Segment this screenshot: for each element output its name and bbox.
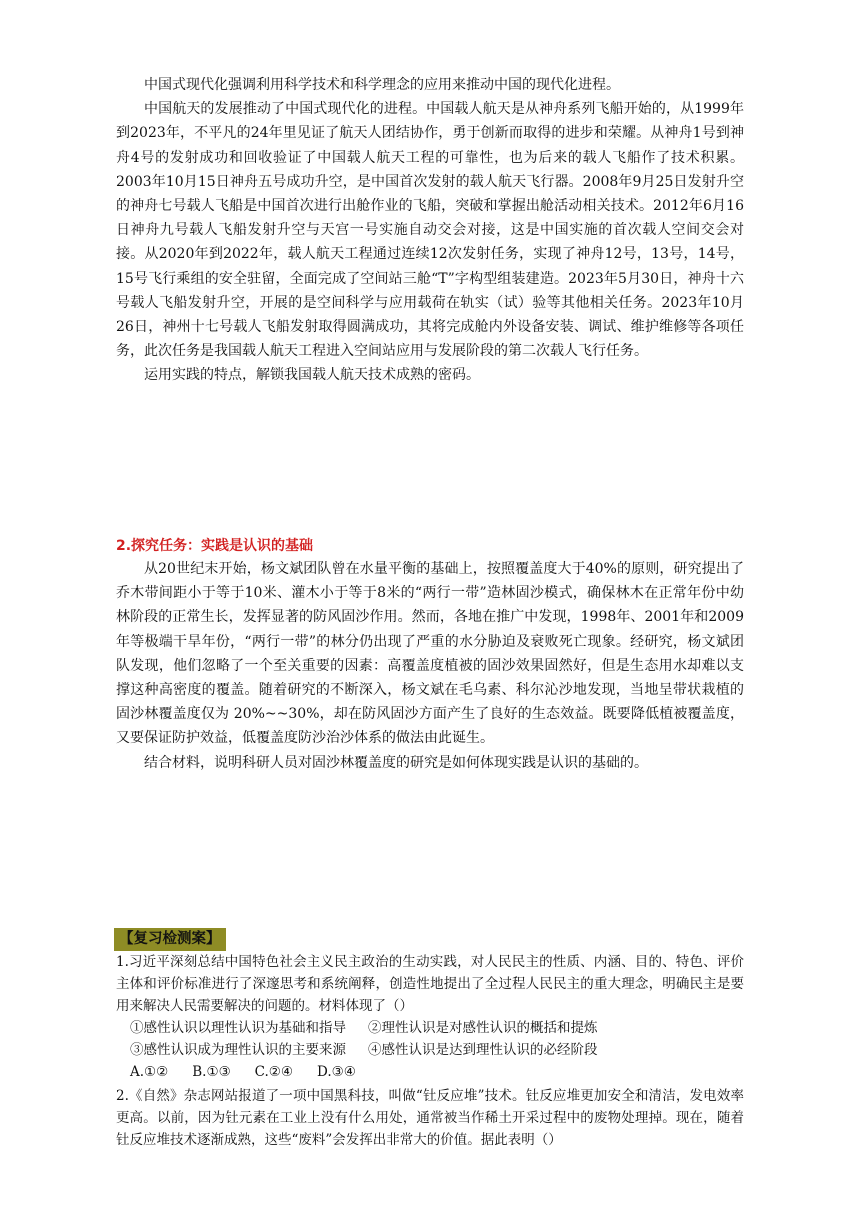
- option-1: ①感性认识以理性认识为基础和指导: [130, 1020, 346, 1036]
- choice-a: A.①②: [130, 1064, 169, 1080]
- question-1-options: [116, 1017, 744, 1061]
- question-1-choices: [116, 1061, 744, 1083]
- intro-paragraph-2: 中国航天的发展推动了中国式现代化的进程。中国载人航天是从神舟系列飞船开始的，从1999年到2023年，不平凡的24年里见证了航天人团结协作，勇于创新而取得的进步和荣耀。从神舟1号到神舟4号的发射成功和回收验证了中国载人航天工程的可靠性，也为后来的载人飞船作了技术积累。2003年10月15日神舟五号成功升空，是中国首次发射的载人航天飞行器。2008年9月25日发射升空的神舟七号载人飞船是中国首次进行出舱作业的飞船，突破和掌握出舱活动相关技术。2012年6月16日神舟九号载人飞船发射升空与天宫一号实施自动交会对接，这是中国实施的首次载人空间交会对接。从2020年到2022年，载人航天工程通过连续12次发射任务，实现了神舟12号，13号，14号，15号飞行乘组的安全驻留，全面完成了空间站三舱“T”字构型组装建造。2023年5月30日，神舟十六号载人飞船发射升空，开展的是空间科学与应用载荷在轨实（试）验等其他相关任务。2023年10月26日，神州十七号载人飞船发射取得圆满成功，其将完成舱内外设备安装、调试、维护维修等各项任务，此次任务是我国载人航天工程进入空间站应用与发展阶段的第二次载人飞行任务。: [116, 101, 744, 360]
- option-2: ②理性认识是对感性认识的概括和提炼: [368, 1020, 598, 1036]
- question-2-stem: 2.《自然》杂志网站报道了一项中国黑科技，叫做“钍反应堆”技术。钍反应堆更加安全和清洁，发电效率更高。以前，因为钍元素在工业上没有什么用处，通常被当作稀土开采过程中的废物处理掉。现在，随着钍反应堆技术逐渐成熟，这些“废料”会发挥出非常大的价值。据此表明（）: [116, 1088, 744, 1148]
- question-2: [116, 1085, 744, 1151]
- section-title: 2.探究任务：实践是认识的基础: [116, 538, 314, 554]
- intro-question: 运用实践的特点，解锁我国载人航天技术成熟的密码。: [144, 367, 480, 384]
- question-1: [116, 951, 744, 1083]
- review-banner: 【复习检测案】: [114, 928, 226, 951]
- section2-material: [116, 557, 744, 775]
- option-3: ③感性认识成为理性认识的主要来源: [130, 1042, 346, 1058]
- choice-b: B.①③: [192, 1064, 231, 1080]
- choice-c: C.②④: [254, 1064, 294, 1080]
- section2-question: 结合材料，说明科研人员对固沙林覆盖度的研究是如何体现实践是认识的基础的。: [144, 754, 648, 771]
- intro-paragraph-1: 中国式现代化强调利用科学技术和科学理念的应用来推动中国的现代化进程。: [144, 77, 620, 93]
- option-4: ④感性认识是达到理性认识的必经阶段: [368, 1042, 598, 1058]
- intro-material: [116, 73, 744, 388]
- question-1-stem: 1.习近平深刻总结中国特色社会主义民主政治的生动实践，对人民民主的性质、内涵、目的、特色、评价主体和评价标准进行了深邃思考和系统阐释，创造性地提出了全过程人民民主的重大理念，明确民主是要用来解决人民需要解决的问题的。材料体现了（）: [116, 954, 744, 1014]
- section2-paragraph-1: 从20世纪末开始，杨文斌团队曾在水量平衡的基础上，按照覆盖度大于40%的原则，研究提出了乔木带间距小于等于10米、灌木小于等于8米的“两行一带”造林固沙模式，确保林木在正常年份中幼林阶段的正常生长，发挥显著的防风固沙作用。然而，各地在推广中发现，1998年、2001年和2009年等极端干旱年份，“两行一带”的林分仍出现了严重的水分胁迫及衰败死亡现象。经研究，杨文斌团队发现，他们忽略了一个至关重要的因素：高覆盖度植被的固沙效果固然好，但是生态用水却难以支撑这种高密度的覆盖。随着研究的不断深入，杨文斌在毛乌素、科尔沁沙地发现，当地呈带状栽植的固沙林覆盖度仅为 20%~~30%，却在防风固沙方面产生了良好的生态效益。既要降低植被覆盖度，又要保证防护效益，低覆盖度防沙治沙体系的做法由此诞生。: [116, 561, 744, 747]
- choice-d: D.③④: [317, 1064, 356, 1080]
